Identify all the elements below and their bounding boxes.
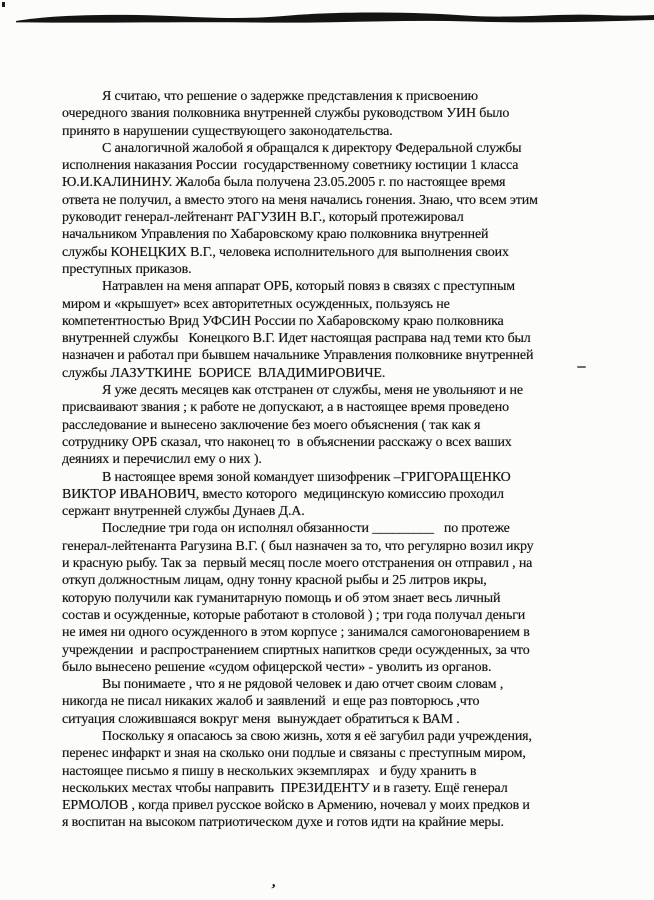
- paragraph: [62, 382, 628, 468]
- text-line: откуп должностным лицам, одну тонну красной рыбы и 25 литров икры,: [62, 573, 487, 589]
- text-line: С аналогичной жалобой я обращался к директору Федеральной службы: [102, 140, 522, 156]
- document-text: [62, 88, 628, 832]
- text-line: принято в нарушении существующего законодательства.: [62, 123, 393, 139]
- text-line: было вынесено решение «судом офицерской чести» - уволить из органов.: [62, 659, 492, 675]
- text-line: Я считаю, что решение о задержке представления к присвоению: [102, 89, 478, 104]
- text-line: и красную рыбу. Так за первый месяц после моего отстранения он отправил , на: [62, 556, 533, 572]
- text-line: нескольких местах чтобы направить ПРЕЗИДЕНТУ и в газету. Ещё генерал: [62, 780, 508, 796]
- text-line: службы КОНЕЦКИХ В.Г., человека исполнительного для выполнения своих: [62, 244, 509, 260]
- text-line: преступных приказов.: [62, 261, 192, 277]
- text-line: сержант внутренней службы Дунаев Д.А.: [62, 504, 305, 520]
- text-line: ЕРМОЛОВ , когда привел русское войско в Армению, ночевал у моих предков и: [62, 798, 530, 814]
- text-line: которую получили как гуманитарную помощь и об этом знает весь личный: [62, 590, 501, 606]
- text-line: ответа не получил, а вместо этого на меня начались гонения. Знаю, что всем этим: [62, 192, 538, 208]
- corner-speck: [2, 2, 5, 7]
- stray-ink-mark: ’: [268, 881, 277, 899]
- paragraph: [62, 469, 628, 521]
- text-line: присваивают звания ; к работе не допускают, а в настоящее время проведено: [62, 400, 509, 416]
- text-line: Натравлен на меня аппарат ОРБ, который повяз в связях с преступным: [102, 279, 515, 295]
- paragraph: [62, 88, 628, 140]
- text-line: я воспитан на высоком патриотическом духе и готов идти на крайние меры.: [62, 815, 504, 831]
- text-line: не имея ни одного осужденного в этом корпусе ; занимался самогоноварением в: [62, 625, 530, 641]
- text-line: ситуация сложившаяся вокруг меня вынуждает обратиться к ВАМ .: [62, 711, 460, 727]
- paragraph: [62, 140, 628, 278]
- text-line: назначен и работал при бывшем начальнике Управления полковнике внутренней: [62, 348, 534, 364]
- paragraph: [62, 728, 628, 832]
- text-line: службы ЛАЗУТКИНЕ БОРИСЕ ВЛАДИМИРОВИЧЕ.: [62, 365, 386, 381]
- text-line: никогда не писал никаких жалоб и заявлений и еще раз повторюсь ,что: [62, 694, 480, 710]
- text-line: Последние три года он исполнял обязанности _________ по протеже: [102, 521, 510, 537]
- text-line: миром и «крышует» всех авторитетных осужденных, пользуясь не: [62, 296, 450, 312]
- text-line: внутренней службы Конецкого В.Г. Идет настоящая расправа над теми кто был: [62, 331, 531, 347]
- text-line: перенес инфаркт и зная на сколько они подлые и связаны с преступным миром,: [62, 746, 526, 762]
- text-line: очередного звания полковника внутренней службы руководством УИН было: [62, 106, 510, 122]
- text-line: Вы понимаете , что я не рядовой человек и даю отчет своим словам ,: [102, 677, 504, 693]
- text-line: настоящее письмо я пишу в нескольких экземплярах и буду хранить в: [62, 763, 477, 779]
- text-line: компетентностью Врид УФСИН России по Хабаровскому краю полковника: [62, 313, 504, 329]
- text-line: деяниях и перечислил ему о них ).: [62, 452, 262, 468]
- text-line: В настоящее время зоной командует шизофреник –ГРИГОРАЩЕНКО: [102, 469, 511, 485]
- text-line: генерал-лейтенанта Рагузина В.Г. ( был назначен за то, что регулярно возил икру: [62, 538, 534, 554]
- text-line: расследование и вынесено заключение без моего объяснения ( так как я: [62, 417, 481, 433]
- text-line: состав и осужденные, которые работают в столовой ) ; три года получал деньги: [62, 607, 526, 623]
- paragraph: [62, 676, 628, 728]
- text-line: Ю.И.КАЛИНИНУ. Жалоба была получена 23.05.2005 г. по настоящее время: [62, 175, 506, 191]
- text-line: учреждении и распространением спиртных напитков среди осужденных, за что: [62, 642, 530, 658]
- text-line: ВИКТОР ИВАНОВИЧ, вместо которого медицинскую комиссию проходил: [62, 486, 504, 502]
- paragraph: [62, 278, 628, 382]
- text-line: руководит генерал-лейтенант РАГУЗИН В.Г., который протежировал: [62, 210, 464, 226]
- paragraph: [62, 520, 628, 676]
- text-line: исполнения наказания России государственному советнику юстиции 1 класса: [62, 158, 519, 174]
- text-line: начальником Управления по Хабаровскому краю полковника внутренней: [62, 227, 489, 243]
- scan-edge-band: [0, 0, 654, 40]
- text-line: сотруднику ОРБ сказал, что наконец то в объяснении расскажу о всех ваших: [62, 434, 512, 450]
- text-line: Я уже десять месяцев как отстранен от службы, меня не увольняют и не: [102, 383, 523, 399]
- text-line: Поскольку я опасаюсь за свою жизнь, хотя я её загубил ради учреждения,: [102, 728, 532, 744]
